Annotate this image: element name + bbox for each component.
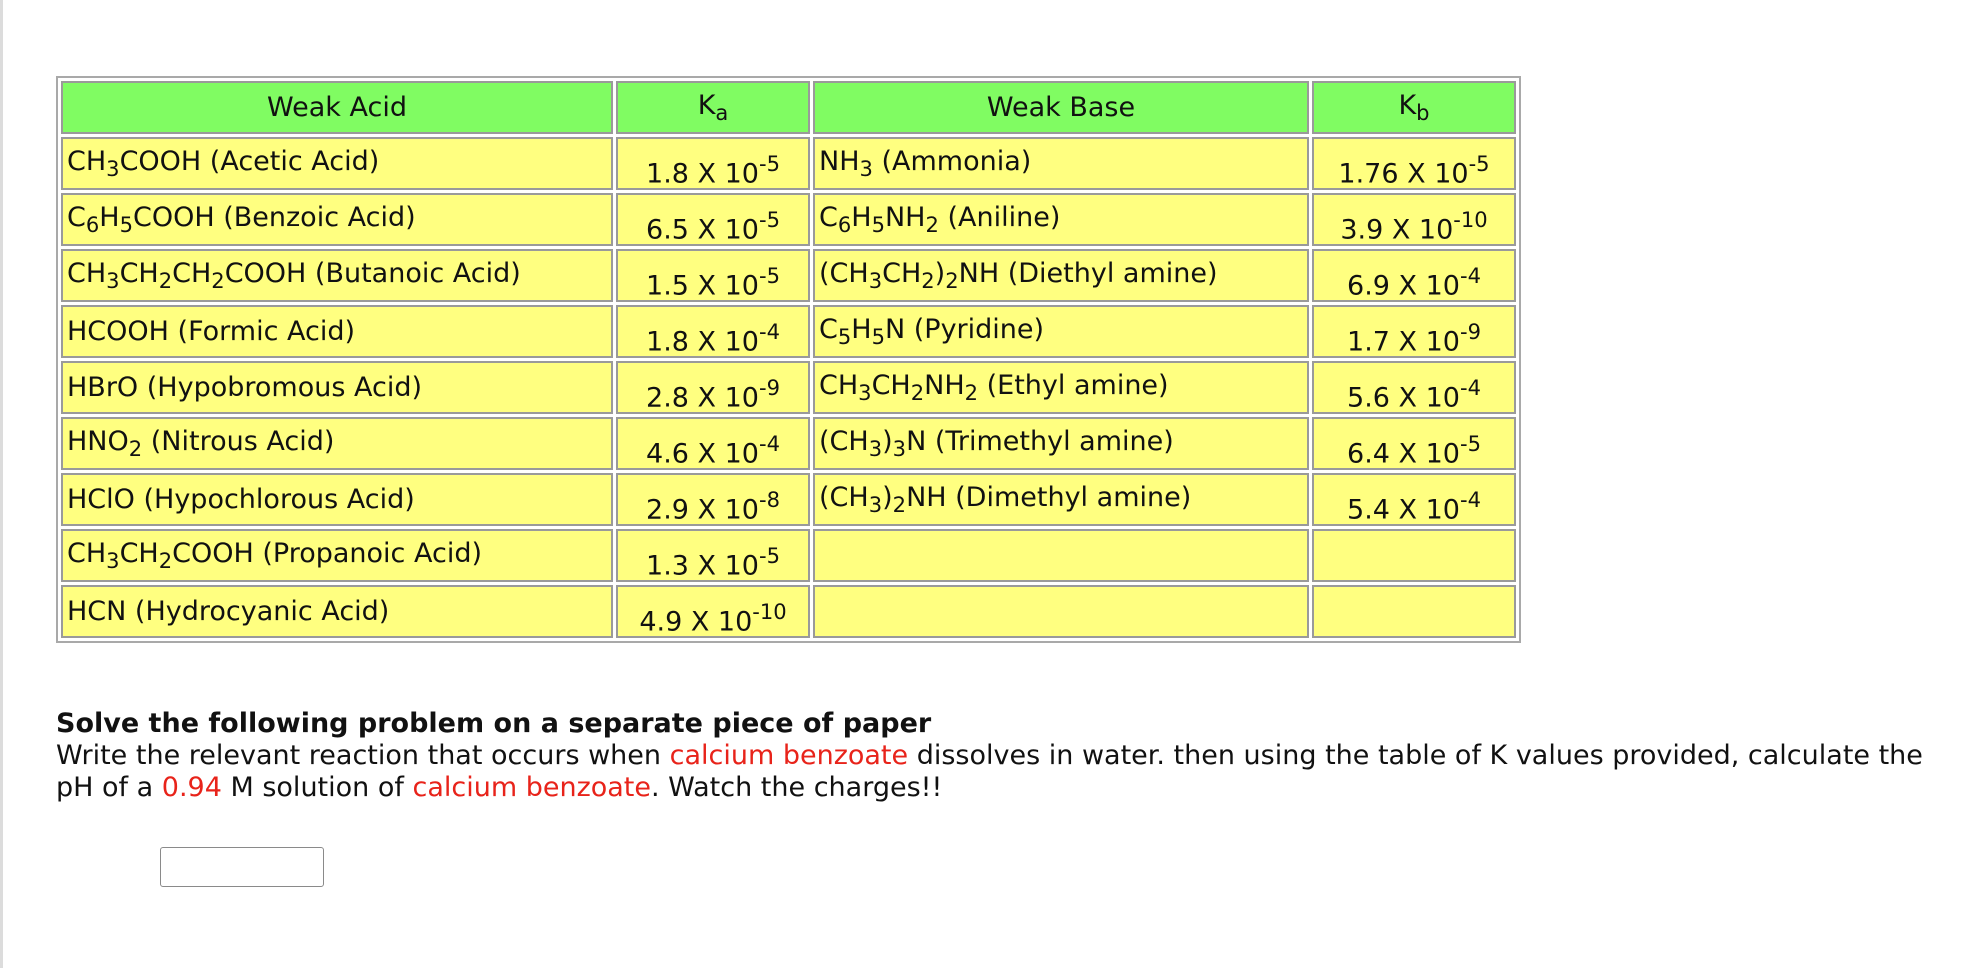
table-row	[61, 585, 1516, 638]
problem-text: Write the relevant reaction that occurs when	[56, 740, 670, 771]
table-header-row	[61, 81, 1516, 134]
acid-cell: $CH_3COOH$ (Acetic Acid)	[61, 137, 613, 190]
base-cell: $(CH_3)_3N$ (Trimethyl amine)	[813, 417, 1309, 470]
compound-highlight: calcium benzoate	[412, 772, 651, 803]
table-row	[61, 417, 1516, 470]
kb-cell: 5.4 X $10^{-4}$	[1312, 473, 1516, 526]
problem-title: Solve the following problem on a separate piece of paper	[56, 708, 932, 739]
kb-cell: 6.9 X $10^{-4}$	[1312, 249, 1516, 302]
base-cell: $NH_3$ (Ammonia)	[813, 137, 1309, 190]
table-row	[61, 137, 1516, 190]
ka-cell: 2.8 X $10^{-9}$	[616, 361, 810, 414]
table-row	[61, 193, 1516, 246]
kb-cell: 3.9 X $10^{-10}$	[1312, 193, 1516, 246]
base-cell: $C_5H_5N$ (Pyridine)	[813, 305, 1309, 358]
compound-highlight: calcium benzoate	[669, 740, 909, 771]
ka-cell: 4.6 X $10^{-4}$	[616, 417, 810, 470]
ka-cell: 1.8 X $10^{-4}$	[616, 305, 810, 358]
table-row	[61, 361, 1516, 414]
ka-cell: 2.9 X $10^{-8}$	[616, 473, 810, 526]
acid-cell: $HNO_2$ (Nitrous Acid)	[61, 417, 613, 470]
ka-cell: 1.3 X $10^{-5}$	[616, 529, 810, 582]
table-row	[61, 529, 1516, 582]
problem-text: M solution of	[221, 772, 413, 803]
problem-body	[56, 740, 1936, 804]
ka-cell: 1.8 X $10^{-5}$	[616, 137, 810, 190]
ka-cell: 1.5 X $10^{-5}$	[616, 249, 810, 302]
weak-acid-header: Weak Acid	[61, 81, 613, 134]
table-row	[61, 249, 1516, 302]
kb-cell: 1.76 X $10^{-5}$	[1312, 137, 1516, 190]
kb-cell: 6.4 X $10^{-5}$	[1312, 417, 1516, 470]
kb-cell	[1312, 529, 1516, 582]
acid-cell: HCOOH (Formic Acid)	[61, 305, 613, 358]
kb-cell: 1.7 X $10^{-9}$	[1312, 305, 1516, 358]
answer-input[interactable]	[160, 847, 324, 887]
base-cell	[813, 529, 1309, 582]
acid-cell: $CH_3CH_2COOH$ (Propanoic Acid)	[61, 529, 613, 582]
base-cell	[813, 585, 1309, 638]
base-cell: $(CH_3CH_2)_2NH$ (Diethyl amine)	[813, 249, 1309, 302]
page-left-edge	[0, 0, 3, 968]
acid-cell: HBrO (Hypobromous Acid)	[61, 361, 613, 414]
table-row	[61, 473, 1516, 526]
acid-cell: $C_6H_5COOH$ (Benzoic Acid)	[61, 193, 613, 246]
ka-cell: 4.9 X $10^{-10}$	[616, 585, 810, 638]
table-row	[61, 305, 1516, 358]
weak-base-header: Weak Base	[813, 81, 1309, 134]
problem-text: dissolves in water. then using the table of K values provided, calculate the pH of a	[56, 740, 1923, 803]
acid-cell: HCN (Hydrocyanic Acid)	[61, 585, 613, 638]
ka-cell: 6.5 X $10^{-5}$	[616, 193, 810, 246]
base-cell: $CH_3CH_2NH_2$ (Ethyl amine)	[813, 361, 1309, 414]
base-cell: $(CH_3)_2NH$ (Dimethyl amine)	[813, 473, 1309, 526]
base-cell: $C_6H_5NH_2$ (Aniline)	[813, 193, 1309, 246]
kb-cell	[1312, 585, 1516, 638]
acid-cell: $CH_3CH_2CH_2COOH$ (Butanoic Acid)	[61, 249, 613, 302]
concentration-highlight: 0.94	[161, 772, 222, 803]
ka-header: $K_a$	[616, 81, 810, 134]
problem-statement	[56, 708, 1936, 804]
acid-cell: HClO (Hypochlorous Acid)	[61, 473, 613, 526]
problem-text: . Watch the charges!!	[651, 772, 943, 803]
k-values-table	[56, 76, 1521, 643]
kb-cell: 5.6 X $10^{-4}$	[1312, 361, 1516, 414]
kb-header: $K_b$	[1312, 81, 1516, 134]
